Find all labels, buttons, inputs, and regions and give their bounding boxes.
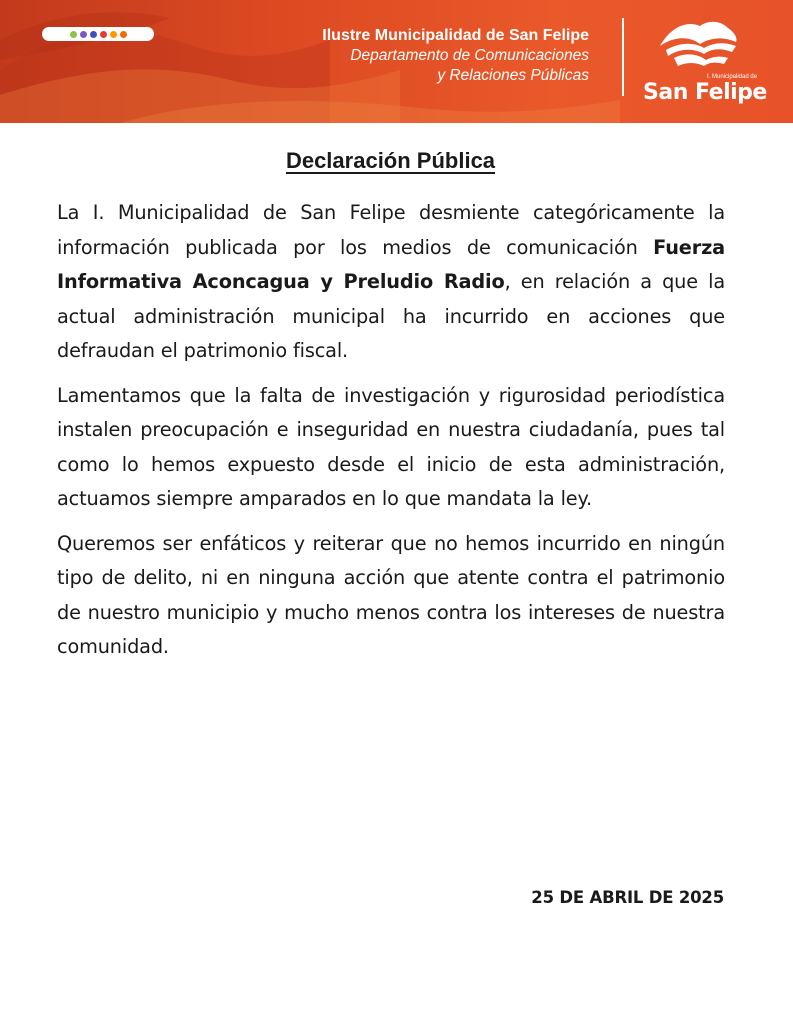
department-name-cont: y Relaciones Públicas xyxy=(437,67,589,84)
department-name: Departamento de Comunicaciones xyxy=(350,47,589,64)
paragraph-3: Queremos ser enfáticos y reiterar que no hemos incurrido en ningún tipo de delito, ni en ninguna acción que atente contra el patrimonio de nuestro municipio y mucho menos contra los intereses de nuestra comunidad. xyxy=(57,531,725,658)
mountain-logo-icon xyxy=(656,16,740,68)
paragraph-1-start: La I. Municipalidad de San Felipe desmiente categóricamente la información publicada por los medios de comunicación xyxy=(57,201,725,259)
page-title: Declaración Pública xyxy=(285,148,496,173)
header-text xyxy=(322,26,589,86)
color-dots xyxy=(42,27,154,41)
palette-dot xyxy=(120,31,127,38)
paragraph-1 xyxy=(57,196,725,369)
media-names: Fuerza Informativa Aconcagua y Preludio Radio xyxy=(57,235,725,293)
document-body xyxy=(57,196,725,675)
palette-dot xyxy=(100,31,107,38)
palette-dot xyxy=(90,31,97,38)
logo-small-text: I. Municipalidad de xyxy=(707,74,758,80)
palette-dot xyxy=(70,31,77,38)
palette-dot xyxy=(110,31,117,38)
paragraph-1-end: , en relación a que la actual administración municipal ha incurrido en acciones que defraudan el patrimonio fiscal. xyxy=(57,270,725,362)
logo-name: San Felipe xyxy=(643,80,767,105)
header-divider xyxy=(622,18,624,96)
san-felipe-logo xyxy=(640,16,767,105)
header-banner xyxy=(0,0,793,123)
paragraph-2: Lamentamos que la falta de investigación y rigurosidad periodística instalen preocupación e inseguridad en nuestra ciudadanía, pues tal como lo hemos expuesto desde el inicio de esta administración, actuamos siempre amparados en lo que mandata la ley. xyxy=(57,383,725,510)
document-date: 25 DE ABRIL DE 2025 xyxy=(531,888,724,907)
palette-dot xyxy=(80,31,87,38)
municipality-name: Ilustre Municipalidad de San Felipe xyxy=(322,27,589,44)
